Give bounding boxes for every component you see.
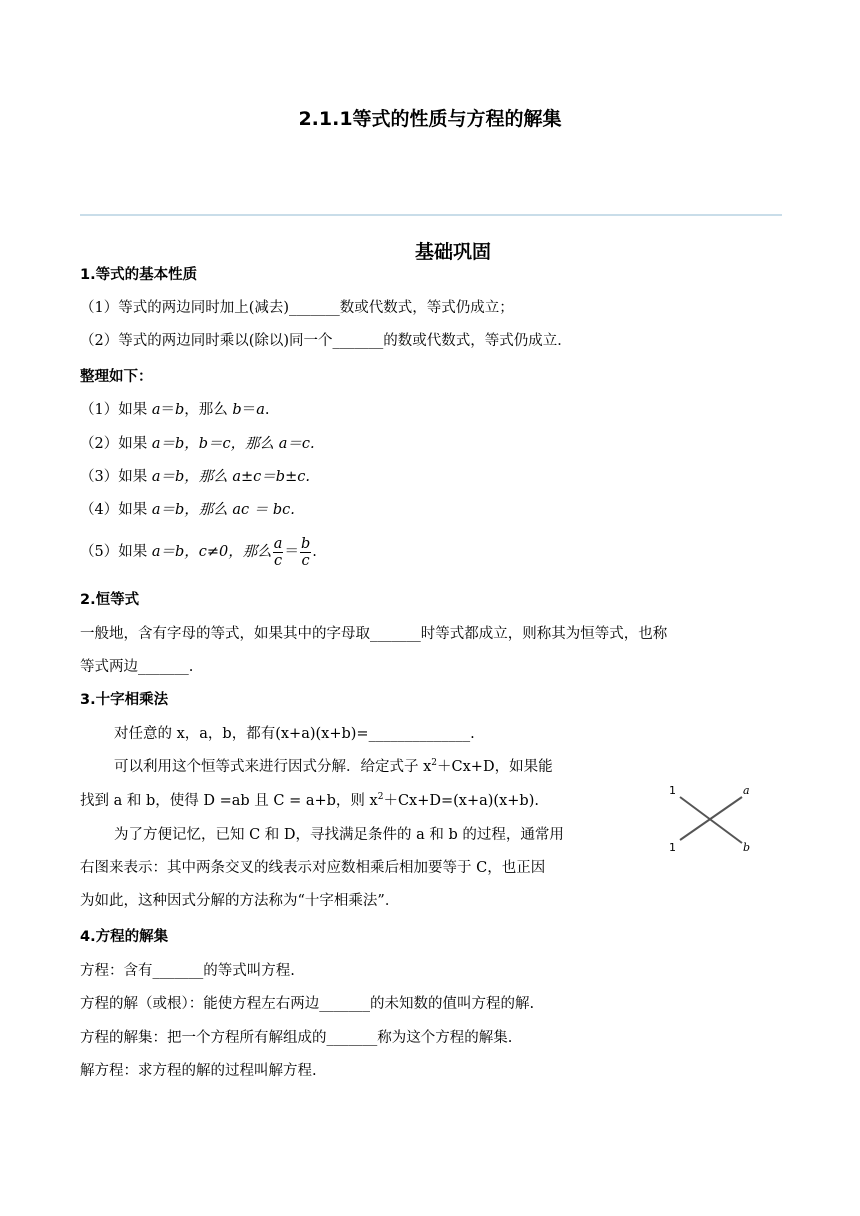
exponent: 2 [377,792,384,802]
rule-1-then: ，那么 [184,402,233,418]
diagram-label-bottom-right: b [743,841,751,854]
rule-2-expr: a＝b，b＝c，那么 a＝c. [151,436,315,452]
page-title: 2.1.1等式的性质与方程的解集 [298,108,562,130]
cross-text-3b: ＋Cx+D=(x+a)(x+b). [383,793,539,809]
cross-multiplication-diagram [645,775,760,860]
cross-text-3a: 找到 a 和 b，使得 D =ab 且 C = a+b，则 x [80,793,378,809]
cross-text-6: 为如此，这种因式分解的方法称为“十字相乘法”． [80,893,400,909]
cross-text-2 [114,757,553,777]
numerator-a: a [273,535,283,552]
property-2: （2）等式的两边同时乘以(除以)同一个_______的数或代数式，等式仍成立． [80,333,572,349]
rule-5-expr: a＝b，c≠0，那么 [151,544,272,560]
cross-text-3 [80,791,539,811]
denominator-c: c [274,552,283,569]
equals: ＝ [241,402,257,418]
solution-set-definition: 方程的解集：把一个方程所有解组成的_______称为这个方程的解集. [80,1030,513,1046]
equation-definition: 方程：含有_______的等式叫方程. [80,963,295,979]
cross-text-5: 右图来表示：其中两条交叉的线表示对应数相乘后相加要等于 C，也正因 [80,860,546,876]
identity-text-1: 一般地，含有字母的等式，如果其中的字母取_______时等式都成立，则称其为恒等式，也称 [80,626,668,642]
diagram-label-top-right: a [743,784,750,797]
rule-3-expr: a＝b，那么 a±c＝b±c. [151,469,310,485]
rule-5-prefix: （5）如果 [80,544,152,560]
period: . [264,402,270,418]
heading-identity: 2.恒等式 [80,592,140,608]
rule-1-prefix: （1）如果 [80,402,152,418]
heading-cross-multiplication: 3.十字相乘法 [80,692,169,708]
var-b: b [175,402,185,418]
period: . [312,544,317,560]
numerator-b: b [300,535,311,552]
heading-solution-set: 4.方程的解集 [80,929,169,945]
cross-text-4: 为了方便记忆，已知 C 和 D，寻找满足条件的 a 和 b 的过程，通常用 [114,827,564,843]
solution-definition: 方程的解（或根）：能使方程左右两边_______的未知数的值叫方程的解. [80,996,535,1012]
rule-4 [80,500,295,520]
fraction-a-over-c [273,536,284,569]
exponent: 2 [431,758,438,768]
rule-3 [80,467,310,487]
diagram-label-bottom-left: 1 [669,841,676,854]
cross-text-2b: ＋Cx+D，如果能 [437,759,553,775]
var-a: a [151,402,161,418]
rule-1 [80,400,269,420]
answer-blank: ______________. [368,726,475,742]
equals: ＝ [284,544,299,560]
cross-text-2a: 可以利用这个恒等式来进行因式分解．给定式子 x [114,759,432,775]
rule-2-prefix: （2）如果 [80,436,152,452]
rule-2 [80,434,315,454]
cross-identity: 对任意的 x，a，b，都有(x+a)(x+b)= [114,726,369,742]
fraction-b-over-c [300,536,311,569]
solving-definition: 解方程：求方程的解的过程叫解方程. [80,1063,317,1079]
rule-3-prefix: （3）如果 [80,469,152,485]
rule-4-expr: a＝b，那么 ac ＝ bc. [151,502,295,518]
divider-line [80,214,782,216]
denominator-c: c [301,552,310,569]
diagram-label-top-left: 1 [669,784,676,797]
equals: ＝ [160,402,175,418]
cross-text-1 [114,724,475,744]
rule-4-prefix: （4）如果 [80,502,152,518]
identity-text-2: 等式两边_______. [80,659,194,675]
section-title: 基础巩固 [414,241,491,263]
var-b: b [232,402,242,418]
property-1: （1）等式的两边同时加上(减去)_______数或代数式，等式仍成立； [80,300,514,316]
var-a: a [256,402,265,418]
summary-label: 整理如下： [80,369,153,385]
rule-5 [80,535,317,569]
heading-equation-properties: 1.等式的基本性质 [80,267,198,283]
